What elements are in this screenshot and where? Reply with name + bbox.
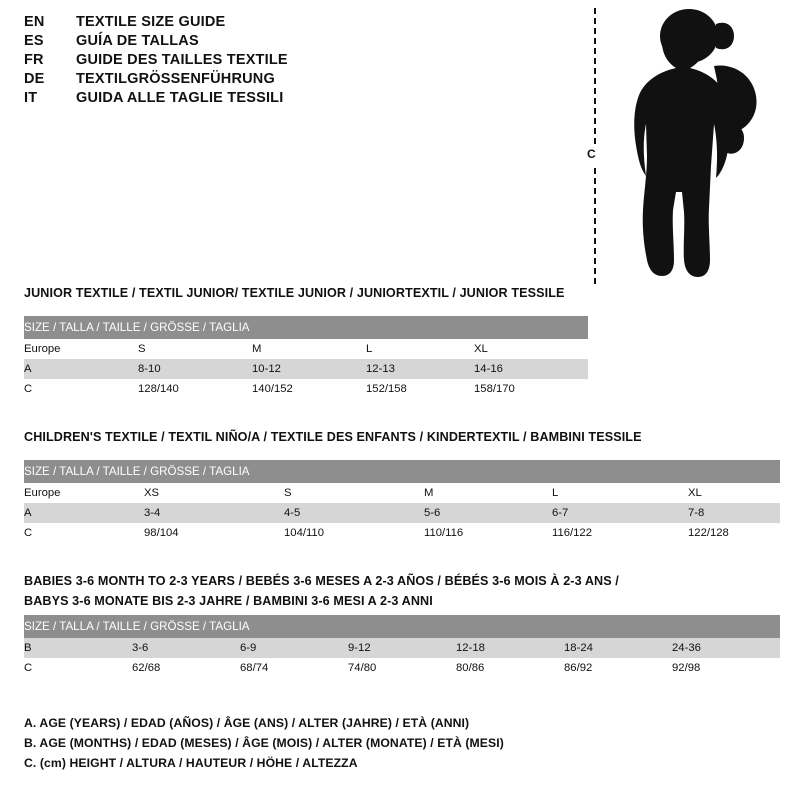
cell-b-5: 18-24 <box>564 638 672 658</box>
language-code-en: EN <box>24 14 45 30</box>
table-row <box>24 658 780 678</box>
cell-b-1: 3-6 <box>132 638 240 658</box>
cell-c-6: 92/98 <box>672 658 780 678</box>
cell-c-3: 74/80 <box>348 658 456 678</box>
col-l: L <box>366 339 474 359</box>
row-label-b: B <box>24 638 132 658</box>
table-children <box>24 460 780 543</box>
cell-a-l: 6-7 <box>552 503 688 523</box>
table-junior-columns <box>24 339 588 359</box>
table-row <box>24 379 588 399</box>
language-title-de: TEXTILGRÖSSENFÜHRUNG <box>76 71 275 87</box>
section-title-children: CHILDREN'S TEXTILE / TEXTIL NIÑO/A / TEXTILE DES ENFANTS / KINDERTEXTIL / BAMBINI TESSILE <box>24 430 642 444</box>
language-code-fr: FR <box>24 52 44 68</box>
table-row <box>24 638 780 658</box>
footnotes <box>24 714 664 773</box>
section-title-junior: JUNIOR TEXTILE / TEXTIL JUNIOR/ TEXTILE JUNIOR / JUNIORTEXTIL / JUNIOR TESSILE <box>24 286 565 300</box>
language-header <box>24 14 584 109</box>
row-label-c: C <box>24 523 144 543</box>
row-label-c: C <box>24 658 132 678</box>
cell-b-2: 6-9 <box>240 638 348 658</box>
cell-c-4: 80/86 <box>456 658 564 678</box>
table-babies <box>24 615 780 678</box>
cell-c-s: 128/140 <box>138 379 252 399</box>
language-code-de: DE <box>24 71 45 87</box>
language-title-en: TEXTILE SIZE GUIDE <box>76 14 226 30</box>
cell-c-xs: 98/104 <box>144 523 284 543</box>
cell-c-2: 68/74 <box>240 658 348 678</box>
cell-b-4: 12-18 <box>456 638 564 658</box>
table-babies-header <box>24 615 780 638</box>
language-title-fr: GUIDE DES TAILLES TEXTILE <box>76 52 288 68</box>
table-babies-header-label: SIZE / TALLA / TAILLE / GRÖSSE / TAGLIA <box>24 615 780 638</box>
cell-a-m: 10-12 <box>252 359 366 379</box>
cell-c-m: 110/116 <box>424 523 552 543</box>
cell-a-s: 4-5 <box>284 503 424 523</box>
row-label-c: C <box>24 379 138 399</box>
cell-c-l: 152/158 <box>366 379 474 399</box>
col-s: S <box>138 339 252 359</box>
header-row-es <box>24 33 584 49</box>
footnote-a: A. AGE (YEARS) / EDAD (AÑOS) / ÂGE (ANS) / ALTER (JAHRE) / ETÀ (ANNI) <box>24 716 470 730</box>
cell-a-xl: 7-8 <box>688 503 780 523</box>
row-label-a: A <box>24 359 138 379</box>
cell-c-m: 140/152 <box>252 379 366 399</box>
table-children-columns <box>24 483 780 503</box>
col-xl: XL <box>474 339 588 359</box>
table-row <box>24 523 780 543</box>
header-row-it <box>24 90 584 106</box>
header-row-de <box>24 71 584 87</box>
header-row-fr <box>24 52 584 68</box>
cell-b-6: 24-36 <box>672 638 780 658</box>
footnote-b: B. AGE (MONTHS) / EDAD (MESES) / ÂGE (MOIS) / ALTER (MONATE) / ETÀ (MESI) <box>24 735 504 750</box>
cell-a-s: 8-10 <box>138 359 252 379</box>
language-title-es: GUÍA DE TALLAS <box>76 33 199 49</box>
cell-a-xl: 14-16 <box>474 359 588 379</box>
header-row-en <box>24 14 584 30</box>
cell-c-l: 116/122 <box>552 523 688 543</box>
cell-a-m: 5-6 <box>424 503 552 523</box>
row-label-a: A <box>24 503 144 523</box>
section-title-babies-line1: BABIES 3-6 MONTH TO 2-3 YEARS / BEBÉS 3-6 MESES A 2-3 AÑOS / BÉBÉS 3-6 MOIS À 2-3 ANS / <box>24 574 619 588</box>
table-row <box>24 503 780 523</box>
col-s: S <box>284 483 424 503</box>
table-junior-header <box>24 316 588 339</box>
language-code-it: IT <box>24 90 38 106</box>
col-europe: Europe <box>24 483 144 503</box>
cell-a-xs: 3-4 <box>144 503 284 523</box>
language-title-it: GUIDA ALLE TAGLIE TESSILI <box>76 90 284 106</box>
col-europe: Europe <box>24 339 138 359</box>
height-measure-label: C <box>585 144 598 164</box>
col-xs: XS <box>144 483 284 503</box>
cell-b-3: 9-12 <box>348 638 456 658</box>
measurement-figure <box>582 6 782 286</box>
cell-a-l: 12-13 <box>366 359 474 379</box>
table-junior-header-label: SIZE / TALLA / TAILLE / GRÖSSE / TAGLIA <box>24 316 588 339</box>
section-title-babies <box>24 572 619 611</box>
cell-c-xl: 122/128 <box>688 523 780 543</box>
cell-c-xl: 158/170 <box>474 379 588 399</box>
cell-c-s: 104/110 <box>284 523 424 543</box>
table-junior <box>24 316 588 399</box>
col-m: M <box>252 339 366 359</box>
child-silhouette-icon <box>610 6 782 286</box>
cell-c-1: 62/68 <box>132 658 240 678</box>
language-code-es: ES <box>24 33 44 49</box>
table-children-header <box>24 460 780 483</box>
table-row <box>24 359 588 379</box>
cell-c-5: 86/92 <box>564 658 672 678</box>
col-l: L <box>552 483 688 503</box>
section-title-babies-line2: BABYS 3-6 MONATE BIS 2-3 JAHRE / BAMBINI 3-6 MESI A 2-3 ANNI <box>24 593 433 608</box>
col-m: M <box>424 483 552 503</box>
col-xl: XL <box>688 483 780 503</box>
table-children-header-label: SIZE / TALLA / TAILLE / GRÖSSE / TAGLIA <box>24 460 780 483</box>
footnote-c: C. (cm) HEIGHT / ALTURA / HAUTEUR / HÖHE / ALTEZZA <box>24 755 358 770</box>
